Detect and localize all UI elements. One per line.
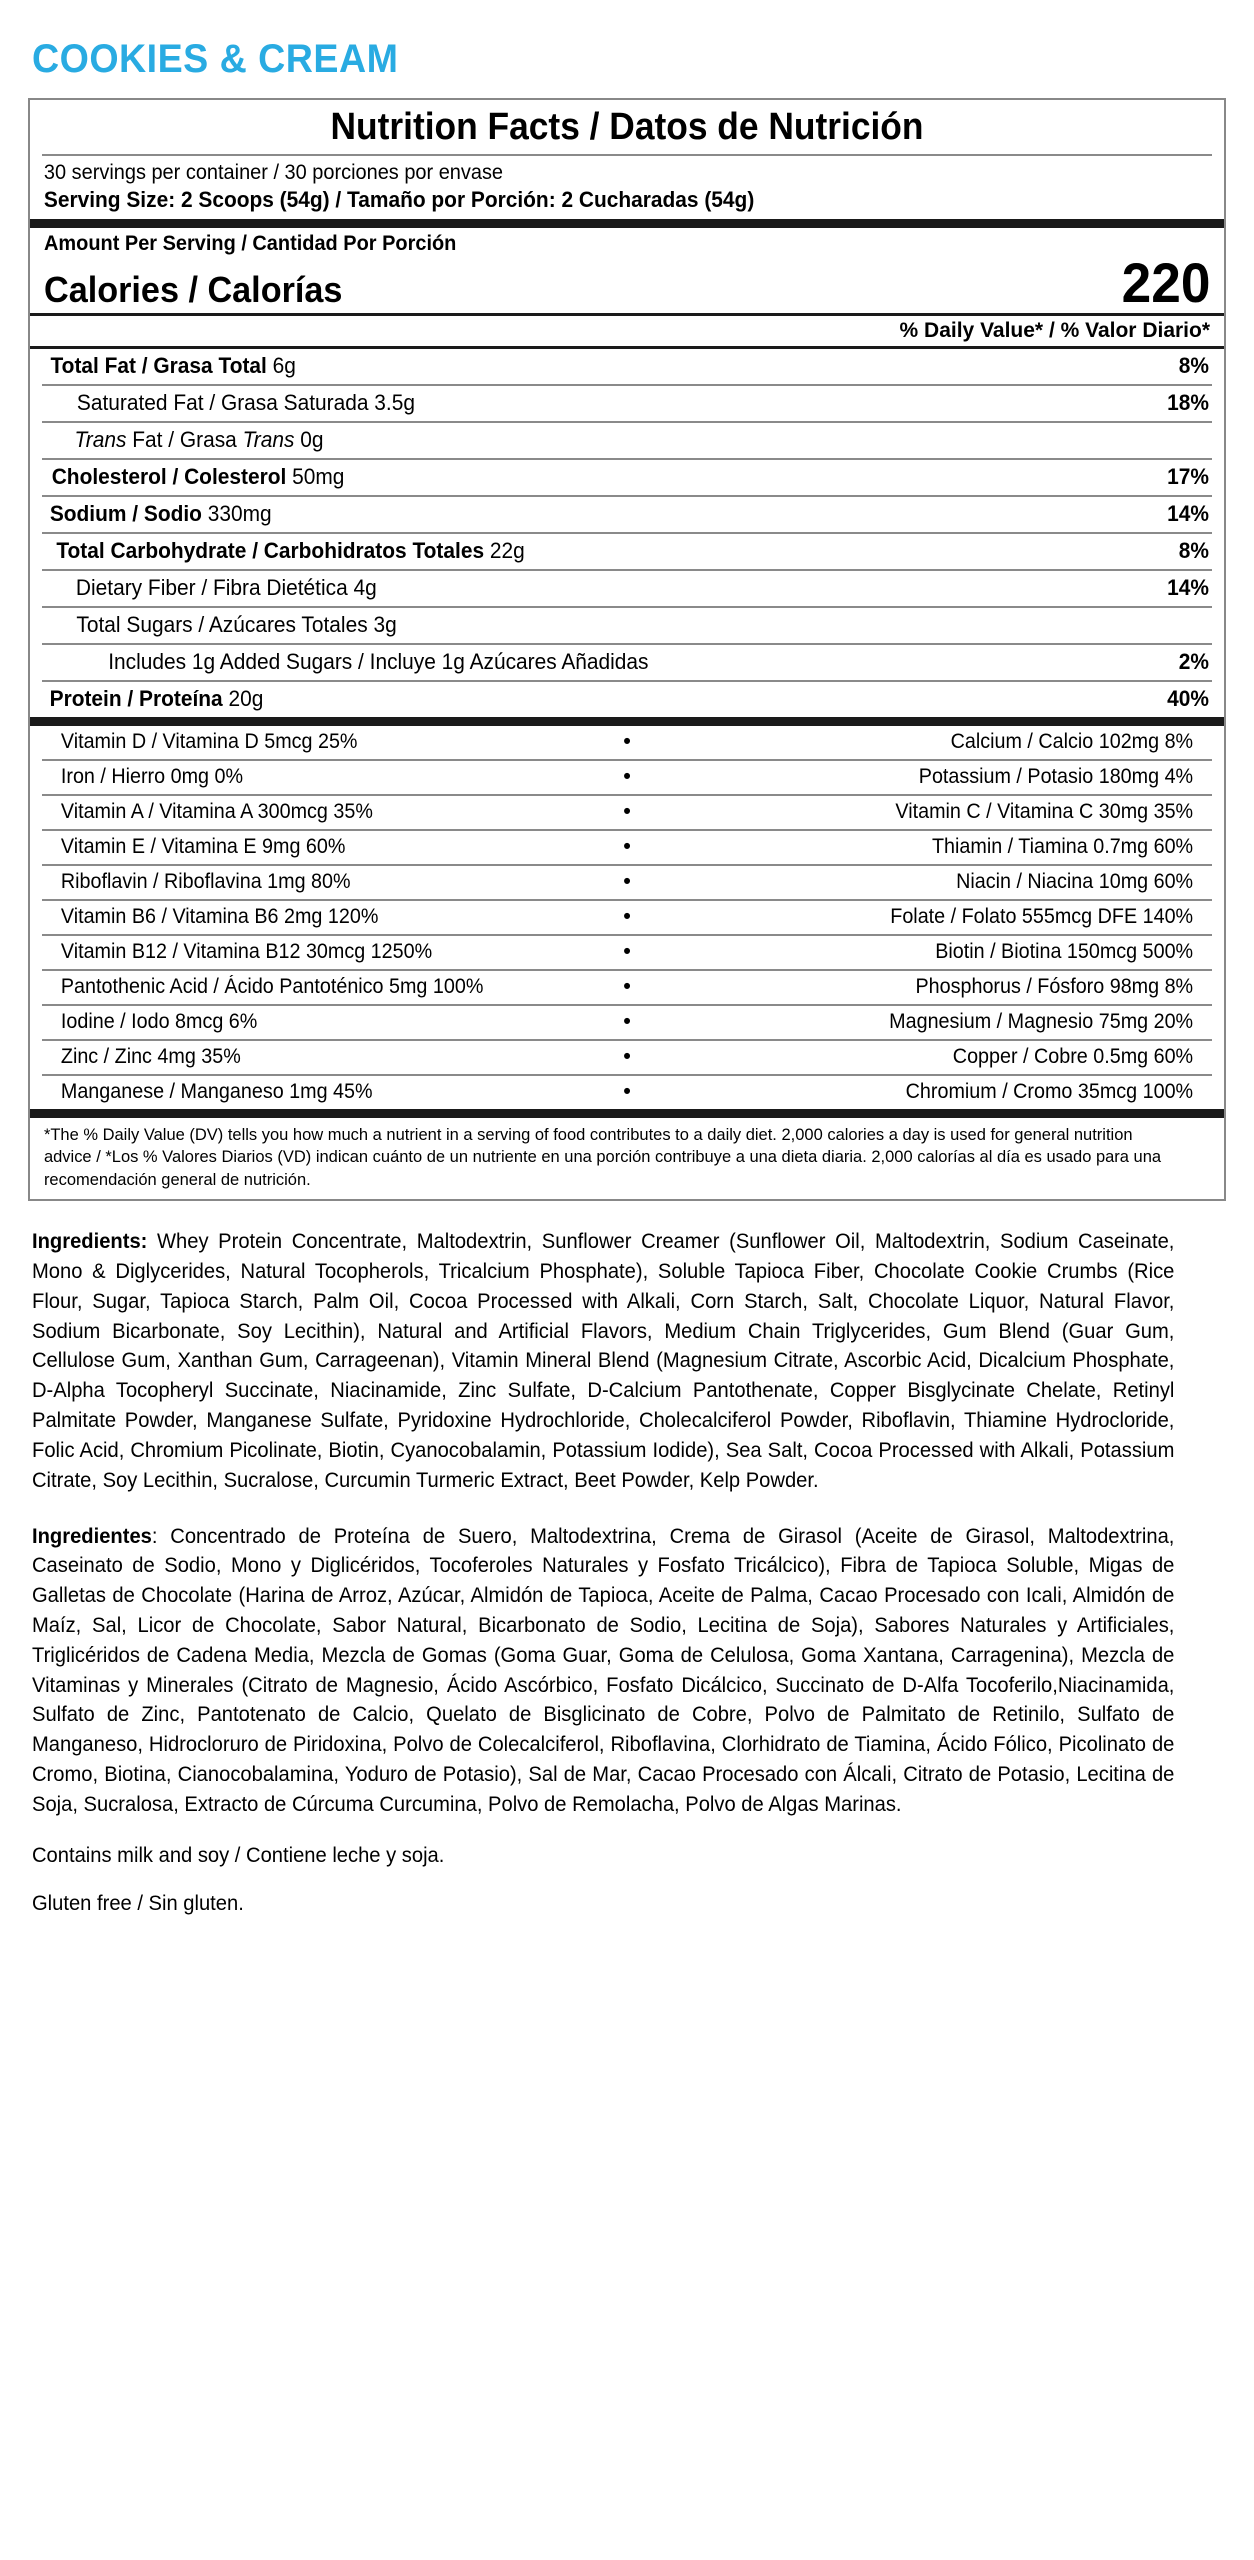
ingredients-spanish-text: : Concentrado de Proteína de Suero, Maltodextrina, Crema de Girasol (Aceite de Girasol, Maltodextrina, Caseinato de Sodio, Mono y Diglicéridos, Tocoferoles Naturales y Fosfato Tricálcico), Fibra de Tapioca Soluble, Migas de Galletas de Chocolate (Harina de Arroz, Azúcar, Almidón de Tapioca, Aceite de Palma, Cacao Procesado con Icali, Almidón de Maíz, Sal, Licor de Chocolate, Sabor Natural, Bicarbonato de Sodio, Lecitina de Soja), Sabores Naturales y Artificiales, Triglicéridos de Cadena Media, Mezcla de Gomas (Goma Guar, Goma de Celulosa, Goma Xantana, Carragenina), Mezcla de Vitaminas y Minerales (Citrato de Magnesio, Ácido Ascórbico, Fosfato Dicálcico, Succinato de D-Alfa Tocoferilo,Niacinamida, Sulfato de Zinc, Pantotenato de Calcio, Quelato de Bisglicinato de Cobre, Polvo de Palmitato de Retinilo, Sulfato de Manganeso, Hidrocloruro de Piridoxina, Polvo de Colecalciferol, Riboflavina, Clorhidrato de Tiamina, Ácido Fólico, Picolinato de Cromo, Biotina, Cianocobalamina, Yoduro de Potasio), Sal de Mar, Cacao Procesado con Álcali, Citrato de Potasio, Lecitina de Soja, Sucralosa, Extracto de Cúrcuma Curcumina, Polvo de Remolacha, Polvo de Algas Marinas. [32,1524,1175,1816]
nutrient-name: Cholesterol / Colesterol 50mg [51,463,345,489]
micronutrient-left: Vitamin B12 / Vitamina B12 30mcg 1250% [60,939,433,963]
nutrient-row [42,682,1212,717]
calories-value: 220 [1121,250,1210,314]
micronutrient-right: Potassium / Potasio 180mg 4% [918,764,1194,788]
nutrient-list [30,349,1224,717]
panel-title: Nutrition Facts / Datos de Nutrición [330,106,924,148]
nutrient-name: Total Sugars / Azúcares Totales 3g [76,611,397,637]
servings-per-container: 30 servings per container / 30 porciones por envase [43,160,504,184]
divider-thick-3 [30,1109,1224,1118]
micronutrient-row [42,1041,1212,1074]
micronutrient-right: Folate / Folato 555mcg DFE 140% [890,904,1194,928]
micronutrient-right: Thiamin / Tiamina 0.7mg 60% [931,834,1194,858]
micronutrient-left: Pantothenic Acid / Ácido Pantoténico 5mg 100% [60,974,484,998]
bullet-icon: • [623,1009,631,1033]
nutrient-row [42,608,1212,643]
nutrient-name: Protein / Proteína 20g [49,685,264,711]
nutrient-amount: 22g [489,537,525,563]
nutrient-amount: 6g [272,352,296,378]
nutrient-daily-value: 14% [1167,500,1209,526]
nutrient-daily-value: 8% [1178,352,1210,378]
nutrient-name: Includes 1g Added Sugars / Incluye 1g Azúcares Añadidas [108,648,649,674]
micronutrient-row [42,761,1212,794]
bullet-icon: • [623,729,631,753]
micronutrient-left: Vitamin B6 / Vitamina B6 2mg 120% [60,904,379,928]
divider-thick-2 [30,717,1224,726]
micronutrient-left: Zinc / Zinc 4mg 35% [60,1044,241,1068]
nutrient-row [42,386,1212,421]
nutrient-row [42,423,1212,458]
micronutrient-left: Vitamin D / Vitamina D 5mcg 25% [60,729,358,753]
micronutrient-left: Vitamin E / Vitamina E 9mg 60% [60,834,346,858]
micronutrient-row [42,936,1212,969]
serving-size: Serving Size: 2 Scoops (54g) / Tamaño por Porción: 2 Cucharadas (54g) [43,186,755,212]
nutrient-amount: 330mg [207,500,272,526]
ingredients-spanish [32,1522,1174,1820]
nutrient-amount: 0g [300,426,324,452]
nutrient-daily-value: 40% [1167,685,1209,711]
gluten-note: Gluten free / Sin gluten. [32,1891,244,1915]
nutrient-daily-value: 8% [1178,537,1210,563]
nutrient-amount: 4g [353,574,377,600]
divider-thick [30,219,1224,228]
bullet-icon: • [623,869,631,893]
micronutrient-right: Copper / Cobre 0.5mg 60% [952,1044,1194,1068]
micronutrient-right: Calcium / Calcio 102mg 8% [950,729,1194,753]
micronutrient-row [42,901,1212,934]
micronutrient-right: Biotin / Biotina 150mcg 500% [935,939,1194,963]
bullet-icon: • [623,1044,631,1068]
micronutrient-row [42,971,1212,1004]
nutrient-row [42,497,1212,532]
daily-value-footnote: *The % Daily Value (DV) tells you how much a nutrient in a serving of food contributes to a daily diet. 2,000 calories a day is used for general nutrition advice / *Los % Valores Diarios (VD) indican cuánto de un nutriente en una porción contribuye a una dieta diaria. 2,000 calorías al día es usado para una recomendación general de nutrición. [43,1124,1162,1189]
nutrient-amount: 3.5g [374,389,415,415]
micronutrient-right: Chromium / Cromo 35mcg 100% [905,1079,1194,1103]
flavor-title: COOKIES & CREAM [32,37,399,81]
nutrient-row [42,460,1212,495]
bullet-icon: • [623,834,631,858]
micronutrient-right: Vitamin C / Vitamina C 30mg 35% [895,799,1194,823]
nutrient-name: Dietary Fiber / Fibra Dietética 4g [75,574,377,600]
nutrient-daily-value: 18% [1167,389,1209,415]
nutrient-row [42,571,1212,606]
nutrient-row [42,349,1212,384]
bullet-icon: • [623,764,631,788]
bullet-icon: • [623,799,631,823]
nutrition-facts-panel [28,98,1226,1201]
daily-value-header: % Daily Value* / % Valor Diario* [899,318,1210,342]
ingredients-english-label: Ingredients: [32,1230,148,1254]
nutrient-name: Total Fat / Grasa Total 6g [50,352,296,378]
ingredients-english-text: Whey Protein Concentrate, Maltodextrin, Sunflower Creamer (Sunflower Oil, Maltodextrin, Sodium Caseinate, Mono & Diglycerides, Natural Tocopherols, Tricalcium Phosphate), Soluble Tapioca Fiber, Chocolate Cookie Crumbs (Rice Flour, Sugar, Tapioca Starch, Palm Oil, Cocoa Processed with Alkali, Corn Starch, Salt, Chocolate Liquor, Natural Flavor, Sodium Bicarbonate, Soy Lecithin), Natural and Artificial Flavors, Medium Chain Triglycerides, Gum Blend (Guar Gum, Cellulose Gum, Xanthan Gum, Carrageenan), Vitamin Mineral Blend (Magnesium Citrate, Ascorbic Acid, Dicalcium Phosphate, D-Alpha Tocopheryl Succinate, Niacinamide, Zinc Sulfate, D-Calcium Pantothenate, Copper Bisglycinate Chelate, Retinyl Palmitate Powder, Manganese Sulfate, Pyridoxine Hydrochloride, Cholecalciferol Powder, Riboflavin, Thiamine Hydrocloride, Folic Acid, Chromium Picolinate, Biotin, Cyanocobalamin, Potassium Iodide), Sea Salt, Cocoa Processed with Alkali, Potassium Citrate, Soy Lecithin, Sucralose, Curcumin Turmeric Extract, Beet Powder, Kelp Powder. [32,1230,1175,1492]
nutrient-row [42,645,1212,680]
micronutrient-row [42,726,1212,759]
micronutrient-right: Magnesium / Magnesio 75mg 20% [889,1009,1194,1033]
bullet-icon: • [623,904,631,928]
amount-per-serving-row [42,228,1212,256]
nutrient-daily-value: 14% [1167,574,1209,600]
nutrient-name: Trans Fat / Grasa Trans 0g [74,426,324,452]
bullet-icon: • [623,1079,631,1103]
calories-row [42,250,1212,314]
micronutrient-right: Phosphorus / Fósforo 98mg 8% [915,974,1194,998]
micronutrient-row [42,796,1212,829]
nutrient-name: Saturated Fat / Grasa Saturada 3.5g [76,389,415,415]
nutrient-daily-value: 2% [1178,648,1210,674]
allergen-note: Contains milk and soy / Contiene leche y soja. [32,1843,445,1867]
nutrient-daily-value: 17% [1167,463,1209,489]
nutrient-amount: 3g [373,611,397,637]
nutrient-name: Total Carbohydrate / Carbohidratos Totales 22g [56,537,525,563]
micronutrient-row [42,866,1212,899]
micronutrient-left: Iron / Hierro 0mg 0% [60,764,244,788]
bullet-icon: • [623,974,631,998]
nutrient-name: Sodium / Sodio 330mg [49,500,272,526]
amount-per-serving-label: Amount Per Serving / Cantidad Por Porción [44,231,457,255]
micronutrient-right: Niacin / Niacina 10mg 60% [956,869,1194,893]
micronutrient-row [42,1076,1212,1109]
nutrient-amount: 50mg [292,463,345,489]
nutrient-row [42,534,1212,569]
calories-label: Calories / Calorías [44,269,343,311]
micronutrient-left: Manganese / Manganeso 1mg 45% [60,1079,373,1103]
micronutrient-list [30,726,1224,1109]
micronutrient-left: Riboflavin / Riboflavina 1mg 80% [60,869,351,893]
ingredients-english [32,1227,1174,1495]
nutrient-amount: 20g [228,685,264,711]
bullet-icon: • [623,939,631,963]
micronutrient-left: Vitamin A / Vitamina A 300mcg 35% [60,799,373,823]
micronutrient-left: Iodine / Iodo 8mcg 6% [60,1009,258,1033]
micronutrient-row [42,1006,1212,1039]
micronutrient-row [42,831,1212,864]
ingredients-spanish-label: Ingredientes [32,1524,152,1548]
